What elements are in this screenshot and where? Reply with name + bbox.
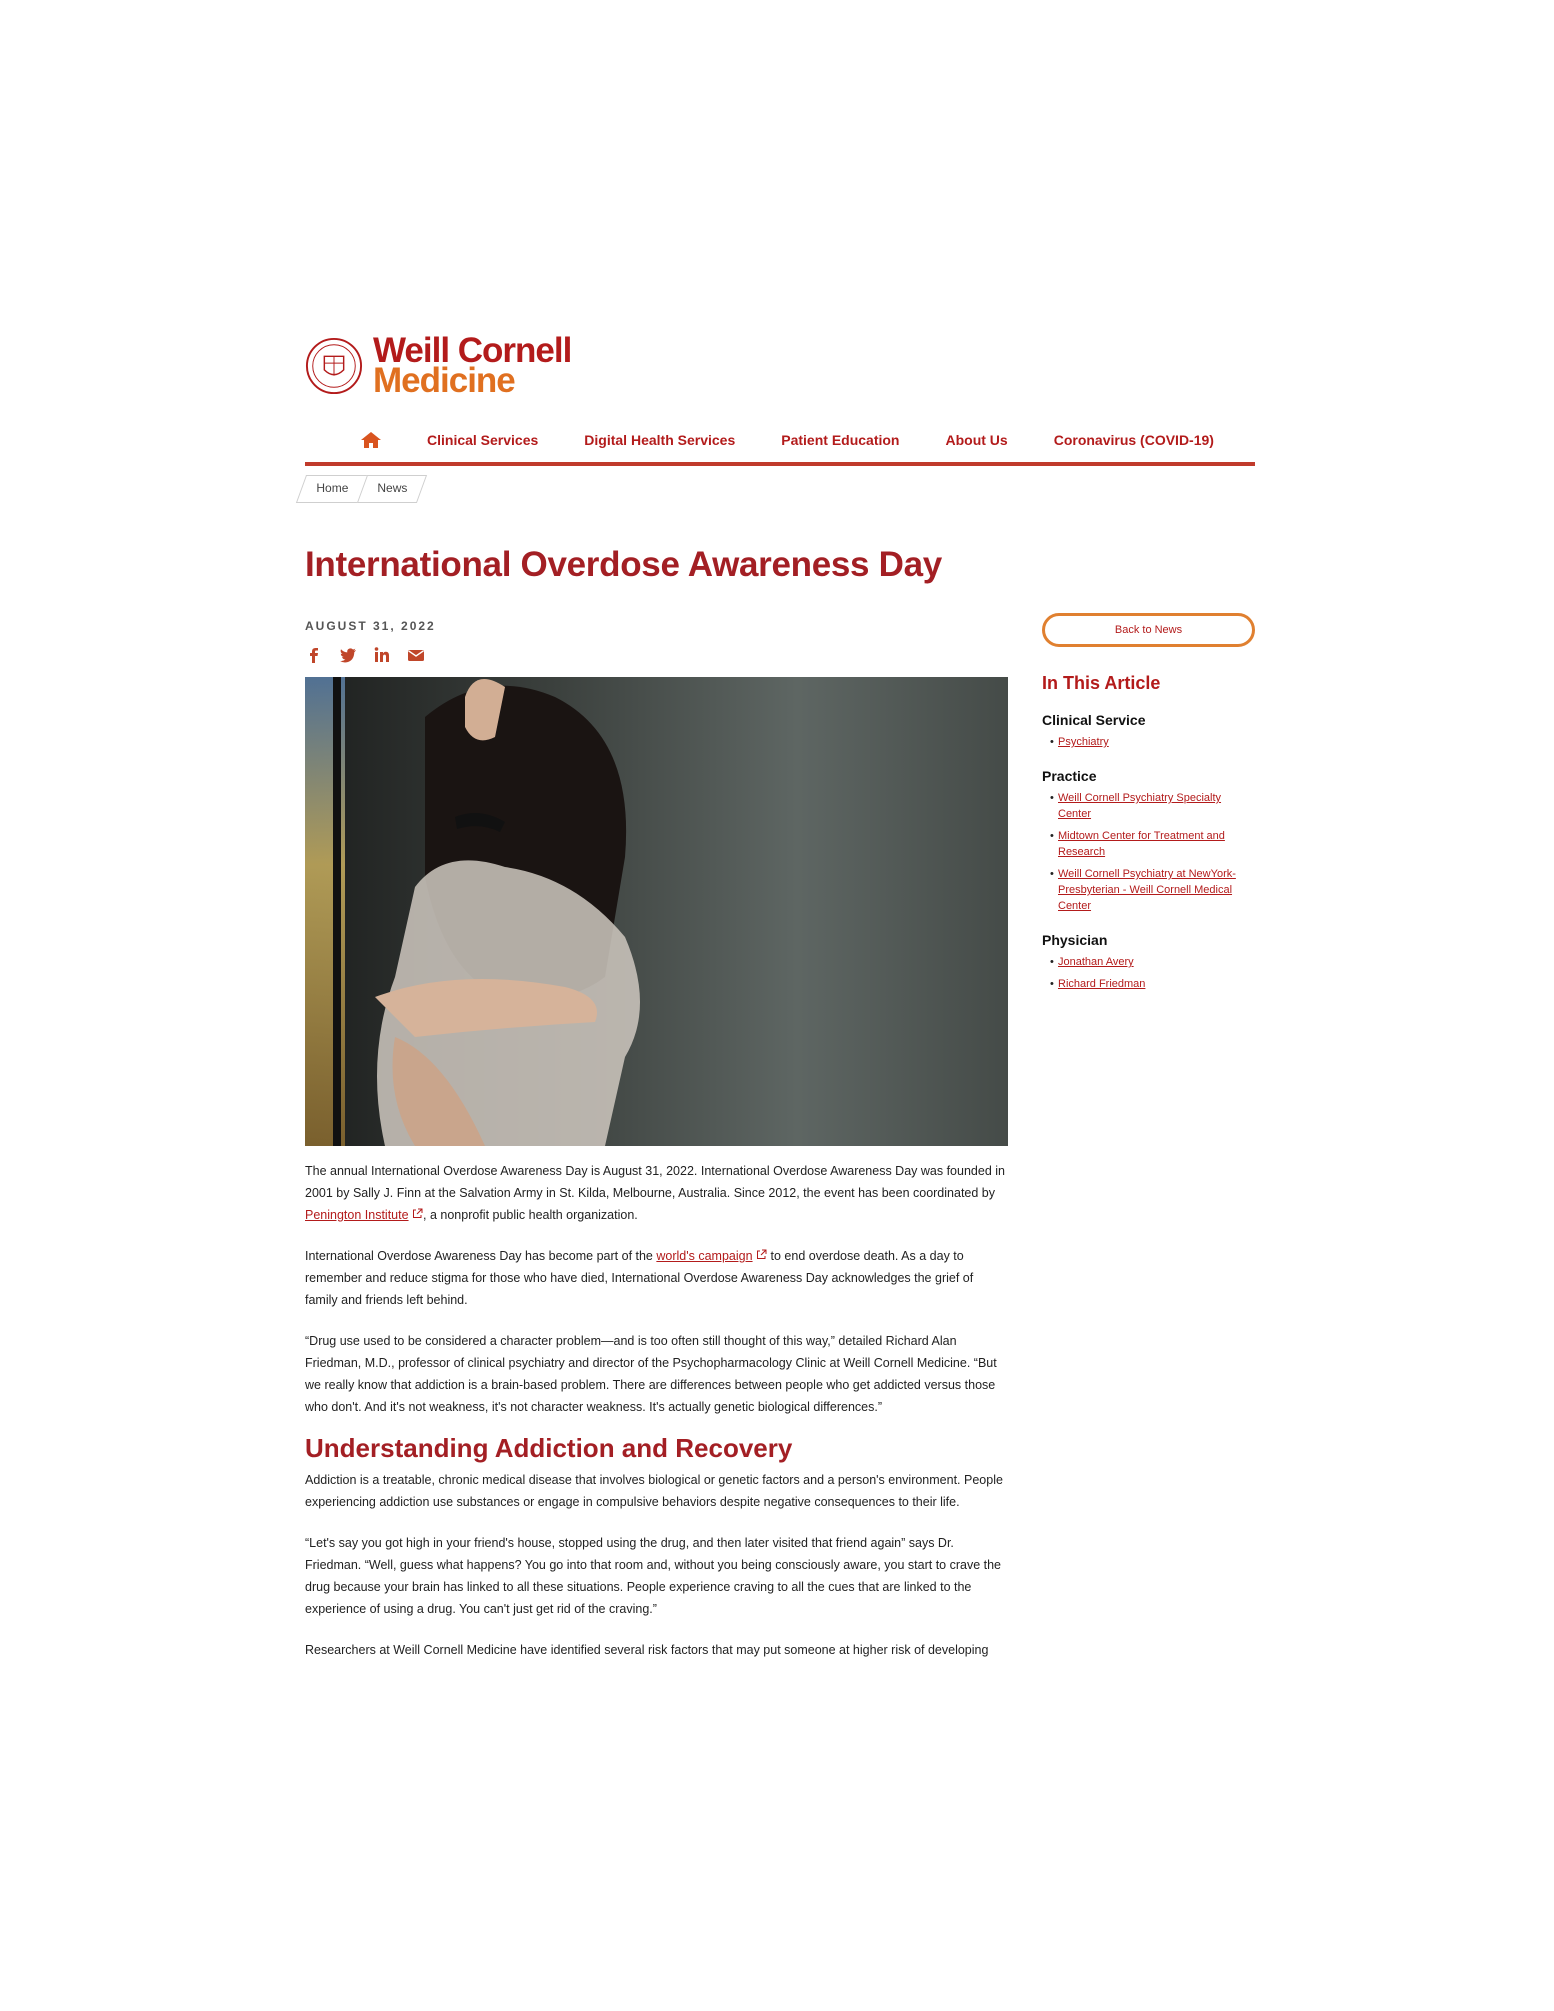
logo-line-2: Medicine	[373, 361, 515, 400]
breadcrumb-home-label: Home	[316, 481, 349, 495]
main-nav	[305, 420, 1255, 460]
external-link-icon	[412, 1208, 423, 1219]
nav-coronavirus[interactable]: Coronavirus (COVID-19)	[1053, 432, 1214, 448]
email-icon[interactable]	[407, 646, 425, 664]
article-date: AUGUST 31, 2022	[305, 619, 436, 633]
physician-link-friedman[interactable]: Richard Friedman	[1058, 978, 1146, 990]
nav-divider	[305, 462, 1255, 466]
cornell-seal-icon	[305, 337, 363, 395]
back-to-news-button[interactable]: Back to News	[1042, 613, 1255, 647]
share-bar	[305, 645, 1008, 665]
worlds-campaign-link[interactable]: world's campaign	[656, 1249, 753, 1263]
site-logo[interactable]	[305, 330, 1255, 402]
list-item	[1042, 866, 1255, 914]
penington-institute-link[interactable]: Penington Institute	[305, 1208, 409, 1222]
practice-link-nyp[interactable]: Weill Cornell Psychiatry at NewYork-Presbyterian - Weill Cornell Medical Center	[1058, 868, 1236, 912]
breadcrumb-home[interactable]	[296, 475, 367, 503]
list-item	[1042, 954, 1255, 970]
physician-heading: Physician	[1042, 932, 1108, 948]
facebook-icon[interactable]	[305, 646, 323, 664]
breadcrumb-news-label: News	[377, 481, 408, 495]
content-columns	[305, 613, 1255, 1680]
paragraph-2-text-a: International Overdose Awareness Day has become part of the	[305, 1249, 657, 1263]
article-main	[305, 613, 1008, 1680]
nav-clinical-services[interactable]: Clinical Services	[427, 432, 539, 448]
list-item	[1042, 976, 1255, 992]
page	[305, 330, 1255, 1680]
nav-home-link[interactable]	[360, 430, 382, 450]
practice-list	[1042, 790, 1255, 914]
physician-link-avery[interactable]: Jonathan Avery	[1058, 956, 1134, 968]
psychiatry-link[interactable]: Psychiatry	[1058, 736, 1109, 748]
list-item	[1042, 734, 1255, 750]
paragraph-3: “Drug use used to be considered a character problem—and is too often still thought of this way,” detailed Richard Alan Friedman, M.D., professor of clinical psychiatry and director of the Psychopharmacology Clinic at Weill Cornell Medicine. “But we really know that addiction is a brain-based problem. There are differences between people who get addicted versus those who don't. And it's not weakness, it's not character weakness. It's actually genetic biological differences.”	[305, 1334, 997, 1414]
practice-heading: Practice	[1042, 768, 1097, 784]
hero-image	[305, 677, 1008, 1146]
nav-about-us[interactable]: About Us	[945, 432, 1008, 448]
practice-link-midtown-center[interactable]: Midtown Center for Treatment and Research	[1058, 830, 1225, 858]
nav-digital-health-services[interactable]: Digital Health Services	[584, 432, 736, 448]
article-body	[305, 1160, 1008, 1661]
breadcrumb-news[interactable]	[357, 475, 427, 503]
page-title: International Overdose Awareness Day	[305, 545, 942, 584]
hero-photo-illustration	[305, 677, 1008, 1146]
list-item	[1042, 828, 1255, 860]
list-item	[1042, 790, 1255, 822]
logo-line-1: Weill Cornell	[373, 331, 572, 370]
practice-link-specialty-center[interactable]: Weill Cornell Psychiatry Specialty Center	[1058, 792, 1222, 820]
nav-patient-education[interactable]: Patient Education	[781, 432, 900, 448]
paragraph-1-text-a: The annual International Overdose Awareness Day is August 31, 2022. International Overdose Awareness Day was founded in 2001 by Sally J. Finn at the Salvation Army in St. Kilda, Melbourne, Australia. Since 2012, the event has been coordinated by	[305, 1164, 1005, 1200]
in-this-article-heading: In This Article	[1042, 673, 1161, 693]
section-heading: Understanding Addiction and Recovery	[305, 1433, 793, 1463]
clinical-service-heading: Clinical Service	[1042, 712, 1146, 728]
logo-wordmark	[373, 331, 572, 400]
physician-list	[1042, 954, 1255, 992]
breadcrumb	[301, 475, 1251, 501]
clinical-service-list	[1042, 734, 1255, 750]
paragraph-6: Researchers at Weill Cornell Medicine have identified several risk factors that may put someone at higher risk of developing	[305, 1643, 989, 1657]
external-link-icon	[756, 1249, 767, 1260]
linkedin-icon[interactable]	[373, 646, 391, 664]
paragraph-5: “Let's say you got high in your friend's house, stopped using the drug, and then later visited that friend again” says Dr. Friedman. “Well, guess what happens? You go into that room and, without you being consciously aware, you start to crave the drug because your brain has linked to all these situations. People experience craving to all the cues that are linked to the experience of using a drug. You can't just get rid of the craving.”	[305, 1536, 1002, 1616]
paragraph-4: Addiction is a treatable, chronic medical disease that involves biological or genetic factors and a person's environment. People experiencing addiction use substances or engage in compulsive behaviors despite negative consequences to their life.	[305, 1473, 1003, 1509]
home-icon	[360, 431, 382, 449]
paragraph-2-text-b: to end overdose death. As a day to remember and reduce stigma for those who have died, International Overdose Awareness Day acknowledges the grief of family and friends left behind.	[305, 1249, 974, 1307]
sidebar	[1042, 613, 1255, 1680]
twitter-icon[interactable]	[339, 646, 357, 664]
paragraph-1-text-b: , a nonprofit public health organization.	[423, 1208, 638, 1222]
paragraph-1	[305, 1160, 1008, 1226]
paragraph-2	[305, 1245, 1008, 1311]
